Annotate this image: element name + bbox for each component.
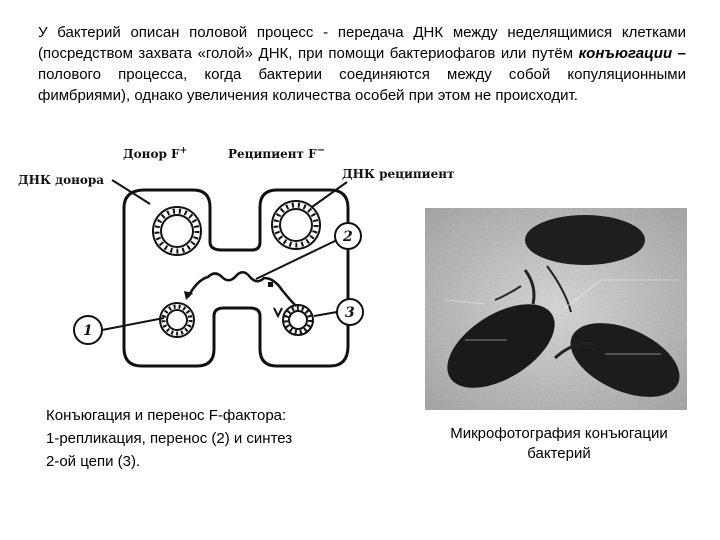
intro-paragraph [38,22,686,106]
recipient-plasmid-inner [289,311,307,329]
donor-plasmid-inner [167,310,187,330]
micrograph-caption [414,424,704,464]
transfer-point-marker [268,282,273,287]
marker-1 [74,316,102,344]
recipient-dna-label: ДНК реципиент [342,167,455,181]
marker-3 [337,299,363,325]
donor-label: Донор F+ [123,146,188,161]
recipient-dna-twist [276,205,316,245]
intro-text-part2: полового процесса, когда бактерии соединяются между собой копуляционными фимбриями), однако увеличения количества особей при этом не происходит. [38,66,686,104]
diagram-caption-line1: Конъюгация и перенос F-фактора: [46,407,287,424]
marker-3-leader [314,312,337,316]
recipient-label: Реципиент F− [228,145,326,161]
conjugation-micrograph [425,208,687,410]
micrograph-caption-line1: Микрофотография конъюгации [450,425,668,442]
donor-dna-label: ДНК донора [18,173,105,187]
marker-1-leader [102,318,164,330]
marker-2 [335,223,361,249]
svg-text:3: 3 [345,305,355,321]
recipient-arrow [274,308,282,316]
recipient-dna-ring-inner [280,209,312,241]
intro-term-conjugation: конъюгации – [578,45,687,62]
donor-dna-ring-inner [161,215,193,247]
donor-dna-twist [157,211,197,251]
diagram-caption-line2: 1-репликация, перенос (2) и синтез [46,430,293,447]
diagram-caption-line3: 2-ой цепи (3). [46,453,141,470]
diagram-caption [46,404,366,473]
intro-text-part1: У бактерий описан половой процесс - передача ДНК между неделящимися клетками (посредством захвата «голой» ДНК, при помощи бактериофагов или путём [38,24,686,62]
donor-dna-leader [112,180,150,204]
micrograph-caption-line2: бактерий [527,445,591,462]
conjugation-diagram [12,140,482,400]
transfer-strand [188,272,296,306]
svg-text:1: 1 [83,323,93,339]
bacterium-top [525,215,645,265]
svg-text:2: 2 [343,229,353,245]
